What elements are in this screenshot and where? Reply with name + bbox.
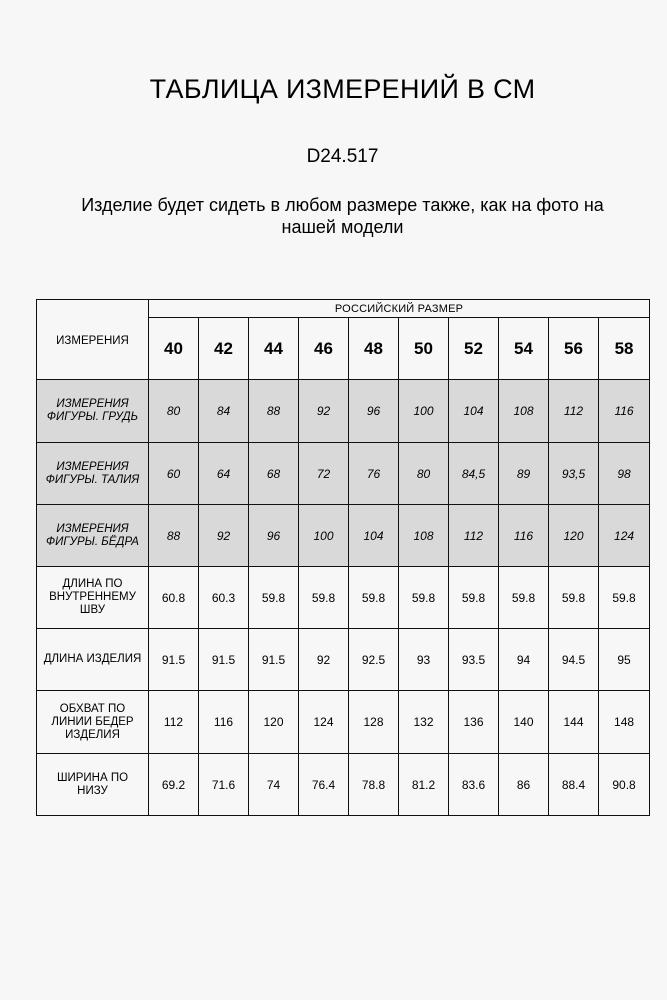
table-cell: 108 bbox=[499, 380, 549, 443]
row-label-cell bbox=[37, 567, 149, 629]
size-table bbox=[36, 299, 650, 816]
row-label bbox=[37, 703, 148, 742]
table-cell: 120 bbox=[549, 505, 599, 567]
table-cell: 136 bbox=[449, 691, 499, 754]
row-label-cell bbox=[37, 505, 149, 567]
table-cell: 92 bbox=[299, 380, 349, 443]
table-row bbox=[37, 443, 650, 505]
table-cell: 98 bbox=[599, 443, 650, 505]
table-cell: 80 bbox=[399, 443, 449, 505]
table-cell: 112 bbox=[449, 505, 499, 567]
table-cell: 72 bbox=[299, 443, 349, 505]
table-cell: 148 bbox=[599, 691, 650, 754]
table-cell: 100 bbox=[299, 505, 349, 567]
table-cell: 116 bbox=[499, 505, 549, 567]
table-row bbox=[37, 567, 650, 629]
size-header: 56 bbox=[549, 318, 599, 380]
table-cell: 83.6 bbox=[449, 754, 499, 816]
table-cell: 140 bbox=[499, 691, 549, 754]
table-cell: 88.4 bbox=[549, 754, 599, 816]
row-label bbox=[37, 461, 148, 487]
table-cell: 80 bbox=[149, 380, 199, 443]
table-cell: 112 bbox=[549, 380, 599, 443]
row-label-line: ФИГУРЫ. БЁДРА bbox=[46, 535, 139, 548]
size-header: 58 bbox=[599, 318, 650, 380]
table-cell: 96 bbox=[349, 380, 399, 443]
row-label-line: ДЛИНА ПО bbox=[62, 578, 123, 590]
table-cell: 124 bbox=[599, 505, 650, 567]
table-cell: 92 bbox=[199, 505, 249, 567]
row-label-line: ИЗДЕЛИЯ bbox=[65, 728, 120, 741]
table-cell: 128 bbox=[349, 691, 399, 754]
corner-cell bbox=[37, 300, 149, 380]
size-header: 40 bbox=[149, 318, 199, 380]
table-cell: 94.5 bbox=[549, 629, 599, 691]
row-label-cell bbox=[37, 380, 149, 443]
table-cell: 92 bbox=[299, 629, 349, 691]
table-cell: 108 bbox=[399, 505, 449, 567]
row-label-cell bbox=[37, 691, 149, 754]
table-cell: 100 bbox=[399, 380, 449, 443]
table-cell: 74 bbox=[249, 754, 299, 816]
row-label-line: ДЛИНА ИЗДЕЛИЯ bbox=[43, 653, 142, 665]
table-cell: 91.5 bbox=[149, 629, 199, 691]
table-cell: 59.8 bbox=[499, 567, 549, 629]
measurements-header: ИЗМЕРЕНИЯ bbox=[56, 334, 129, 347]
table-cell: 71.6 bbox=[199, 754, 249, 816]
page-title: ТАБЛИЦА ИЗМЕРЕНИЙ В СМ bbox=[149, 74, 536, 104]
size-header: 48 bbox=[349, 318, 399, 380]
row-label-line: ИЗМЕРЕНИЯ bbox=[56, 460, 129, 473]
table-cell: 104 bbox=[349, 505, 399, 567]
table-cell: 94 bbox=[499, 629, 549, 691]
row-label bbox=[37, 772, 148, 798]
table-cell: 84 bbox=[199, 380, 249, 443]
table-cell: 93 bbox=[399, 629, 449, 691]
row-label bbox=[37, 398, 148, 424]
article-number: D24.517 bbox=[306, 146, 379, 167]
table-cell: 59.8 bbox=[249, 567, 299, 629]
table-cell: 69.2 bbox=[149, 754, 199, 816]
table-cell: 81.2 bbox=[399, 754, 449, 816]
row-label-line: ШВУ bbox=[79, 604, 106, 616]
table-cell: 60 bbox=[149, 443, 199, 505]
table-cell: 116 bbox=[199, 691, 249, 754]
row-label-line: ИЗМЕРЕНИЯ bbox=[56, 398, 129, 410]
table-cell: 93.5 bbox=[449, 629, 499, 691]
table-row bbox=[37, 691, 650, 754]
table-cell: 120 bbox=[249, 691, 299, 754]
size-header: 54 bbox=[499, 318, 549, 380]
row-label-cell bbox=[37, 754, 149, 816]
table-cell: 93,5 bbox=[549, 443, 599, 505]
row-label-line: ШИРИНА ПО bbox=[56, 771, 129, 784]
row-label-cell bbox=[37, 443, 149, 505]
table-cell: 104 bbox=[449, 380, 499, 443]
table-cell: 60.8 bbox=[149, 567, 199, 629]
table-row bbox=[37, 505, 650, 567]
row-label-line: ОБХВАТ ПО bbox=[59, 702, 126, 715]
table-cell: 78.8 bbox=[349, 754, 399, 816]
table-cell: 112 bbox=[149, 691, 199, 754]
table-row bbox=[37, 380, 650, 443]
size-header: 44 bbox=[249, 318, 299, 380]
table-cell: 59.8 bbox=[549, 567, 599, 629]
table-cell: 84,5 bbox=[449, 443, 499, 505]
table-cell: 59.8 bbox=[399, 567, 449, 629]
table-cell: 92.5 bbox=[349, 629, 399, 691]
table-row bbox=[37, 629, 650, 691]
row-label-line: ФИГУРЫ. ТАЛИЯ bbox=[45, 473, 140, 486]
table-cell: 59.8 bbox=[299, 567, 349, 629]
table-cell: 90.8 bbox=[599, 754, 650, 816]
table-cell: 60.3 bbox=[199, 567, 249, 629]
row-label-line: НИЗУ bbox=[77, 784, 108, 797]
row-label-line: ФИГУРЫ. ГРУДЬ bbox=[46, 411, 139, 423]
table-cell: 89 bbox=[499, 443, 549, 505]
table-cell: 59.8 bbox=[349, 567, 399, 629]
table-cell: 88 bbox=[249, 380, 299, 443]
table-cell: 68 bbox=[249, 443, 299, 505]
size-header: 46 bbox=[299, 318, 349, 380]
size-header: 42 bbox=[199, 318, 249, 380]
table-cell: 132 bbox=[399, 691, 449, 754]
row-label-line: ЛИНИИ БЕДЕР bbox=[51, 715, 134, 728]
table-cell: 91.5 bbox=[199, 629, 249, 691]
table-cell: 76 bbox=[349, 443, 399, 505]
table-cell: 124 bbox=[299, 691, 349, 754]
row-label-line: ИЗМЕРЕНИЯ bbox=[56, 522, 129, 535]
table-cell: 86 bbox=[499, 754, 549, 816]
table-cell: 95 bbox=[599, 629, 650, 691]
row-label bbox=[37, 578, 148, 617]
row-label bbox=[37, 653, 148, 666]
table-cell: 91.5 bbox=[249, 629, 299, 691]
fit-note: Изделие будет сидеть в любом размере также, как на фото на нашей модели bbox=[81, 195, 604, 237]
table-cell: 59.8 bbox=[449, 567, 499, 629]
row-label-cell bbox=[37, 629, 149, 691]
table-cell: 116 bbox=[599, 380, 650, 443]
row-label bbox=[37, 523, 148, 549]
table-cell: 64 bbox=[199, 443, 249, 505]
table-cell: 96 bbox=[249, 505, 299, 567]
size-header: 52 bbox=[449, 318, 499, 380]
size-header: 50 bbox=[399, 318, 449, 380]
table-cell: 88 bbox=[149, 505, 199, 567]
row-label-line: ВНУТРЕННЕМУ bbox=[49, 591, 136, 603]
table-cell: 59.8 bbox=[599, 567, 650, 629]
table-cell: 144 bbox=[549, 691, 599, 754]
russian-size-header: РОССИЙСКИЙ РАЗМЕР bbox=[149, 300, 650, 318]
table-cell: 76.4 bbox=[299, 754, 349, 816]
table-row bbox=[37, 754, 650, 816]
